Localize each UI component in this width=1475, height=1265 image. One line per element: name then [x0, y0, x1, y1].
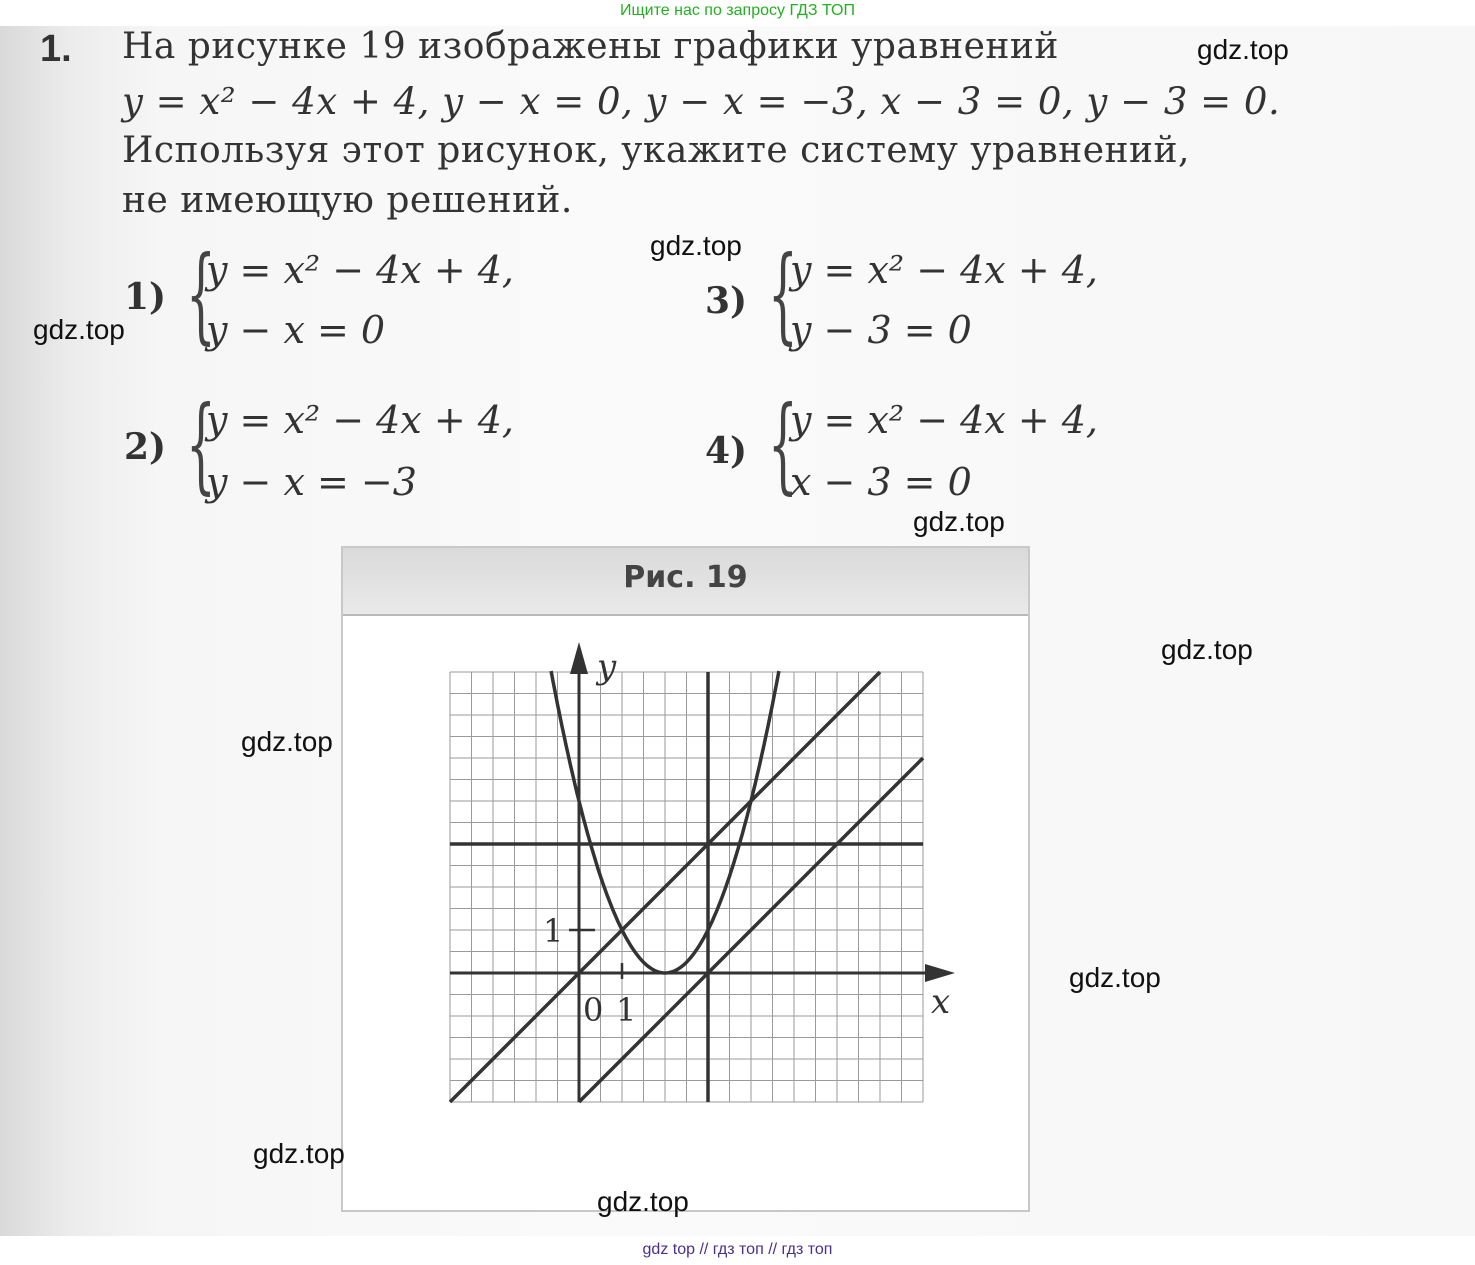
- watermark-4: gdz.top: [913, 506, 1005, 537]
- y-unit-label: 1: [543, 912, 564, 950]
- origin-label: 0: [583, 991, 604, 1029]
- task-equations-line: y = x² − 4x + 4, y − x = 0, y − x = −3, x − 3 = 0, y − 3 = 0.: [122, 80, 1281, 123]
- option-3-brace: {: [768, 233, 798, 355]
- graph-plot: [343, 548, 1028, 1210]
- option-3-eq-2: y − 3 = 0: [790, 308, 972, 352]
- option-1-eq-1: y = x² − 4x + 4,: [206, 248, 514, 292]
- watermark-5: gdz.top: [1161, 634, 1253, 665]
- option-2-eq-2: y − x = −3: [206, 460, 417, 504]
- option-3-eq-1: y = x² − 4x + 4,: [790, 248, 1098, 292]
- watermark-2: gdz.top: [650, 230, 742, 261]
- option-1-label: 1): [124, 276, 167, 318]
- option-4-brace: {: [768, 383, 798, 505]
- option-2-label: 2): [124, 426, 167, 468]
- task-text-line-1: На рисунке 19 изображены графики уравнений: [122, 26, 1059, 67]
- watermark-3: gdz.top: [33, 314, 125, 345]
- x-axis-label: x: [931, 982, 951, 1022]
- watermark-6: gdz.top: [241, 726, 333, 757]
- watermark-7: gdz.top: [1069, 962, 1161, 993]
- option-4-eq-1: y = x² − 4x + 4,: [790, 398, 1098, 442]
- task-text-line-3: Используя этот рисунок, укажите систему уравнений,: [122, 130, 1190, 171]
- x-axis-arrow: [925, 964, 955, 982]
- y-axis-arrow: [570, 642, 588, 674]
- task-number: 1.: [40, 28, 72, 70]
- watermark-8: gdz.top: [253, 1138, 345, 1169]
- option-3-label: 3): [705, 280, 748, 322]
- option-1-brace: {: [186, 233, 216, 355]
- option-4-label: 4): [705, 430, 748, 472]
- option-1-eq-2: y − x = 0: [206, 308, 386, 352]
- option-4-eq-2: x − 3 = 0: [790, 460, 972, 504]
- task-text-line-4: не имеющую решений.: [122, 180, 573, 221]
- watermark-9: gdz.top: [597, 1186, 689, 1217]
- watermark-1: gdz.top: [1197, 34, 1289, 65]
- figure-panel: [341, 546, 1030, 1212]
- footer-links[interactable]: gdz top // гдз топ // гдз топ: [642, 1241, 833, 1258]
- x-unit-label: 1: [616, 991, 637, 1029]
- search-hint[interactable]: Ищите нас по запросу ГДЗ ТОП: [620, 2, 855, 19]
- figure-title: Рис. 19: [623, 560, 748, 595]
- option-2-brace: {: [186, 383, 216, 505]
- y-axis-label: y: [597, 647, 617, 687]
- grid: [450, 672, 923, 1102]
- option-2-eq-1: y = x² − 4x + 4,: [206, 398, 514, 442]
